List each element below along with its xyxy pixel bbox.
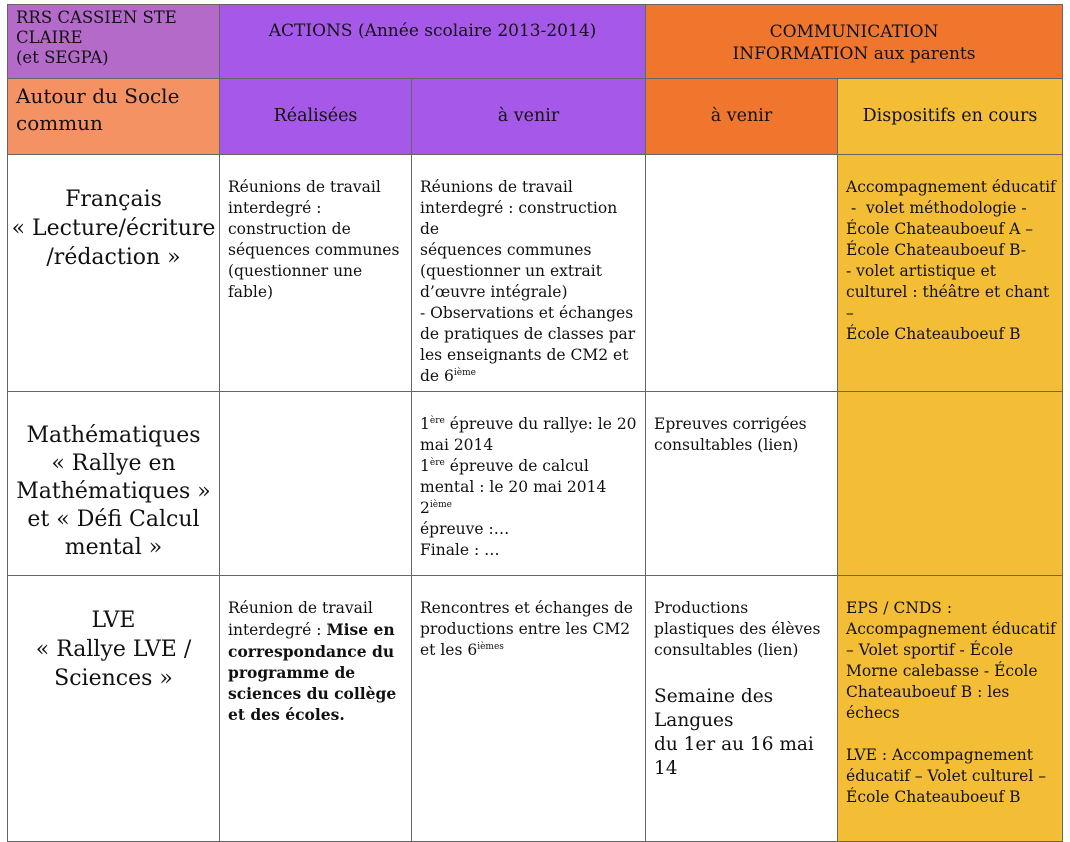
actions-header-label: ACTIONS (Année scolaire 2013-2014) (268, 21, 597, 41)
cell-line (228, 619, 405, 641)
subject-subtitle: « Lecture/écriture (11, 216, 216, 241)
cell-line: (questionner un extrait (420, 262, 602, 280)
cell-line (420, 640, 639, 661)
cell-line (420, 456, 639, 477)
cell-line: Réunions de travail (228, 178, 381, 196)
cell-line: épreuve :… (420, 520, 510, 538)
cell-line: École Chateauboeuf B (846, 788, 1021, 806)
cell-lve-dispositifs (838, 576, 1063, 842)
cell-francais-realisees (220, 155, 412, 392)
cell-lve-communication-a-venir (646, 576, 838, 842)
cell-text-bold: Mise en (326, 620, 395, 639)
rrs-title-cell (8, 5, 220, 79)
communication-header-label: INFORMATION aux parents (732, 44, 976, 64)
subject-title: Mathématiques (26, 423, 201, 448)
cell-line: consultables (lien) (654, 641, 799, 659)
socle-header (8, 79, 220, 155)
cell-line: échecs (846, 704, 900, 722)
subject-cell-mathematiques (8, 392, 220, 576)
cell-line: Rencontres et échanges de (420, 599, 633, 617)
cell-line: - volet artistique et (846, 262, 996, 280)
cell-line: – Volet sportif - École (846, 641, 1014, 659)
column-header-label: Dispositifs en cours (862, 106, 1038, 126)
cell-text: interdegré : (228, 621, 327, 639)
column-header-label: Réalisées (273, 106, 358, 126)
cell-maths-realisees (220, 392, 412, 576)
cell-line: EPS / CNDS : (846, 599, 953, 617)
subject-subtitle: « Rallye en (51, 451, 176, 476)
table-row-lve (8, 576, 1063, 842)
column-header-realisees (220, 79, 412, 155)
actions-header (220, 5, 646, 79)
column-header-actions-a-venir (412, 79, 646, 155)
cell-line: École Chateauboeuf B- (846, 241, 1027, 259)
superscript: ère (429, 458, 445, 468)
communication-header-label: COMMUNICATION (769, 22, 939, 42)
cell-line: productions entre les CM2 (420, 620, 631, 638)
cell-maths-a-venir (412, 392, 646, 576)
cell-maths-communication-a-venir (646, 392, 838, 576)
superscript: ièmes (477, 642, 504, 652)
rrs-title-line: (et SEGPA) (16, 48, 109, 67)
cell-francais-a-venir (412, 155, 646, 392)
cell-line: Langues (654, 710, 734, 731)
cell-francais-communication-a-venir (646, 155, 838, 392)
cell-line: Réunions de travail (420, 178, 573, 196)
cell-line: Morne calebasse - École (846, 662, 1038, 680)
cell-text: de 6 (420, 367, 454, 385)
subject-cell-francais (8, 155, 220, 392)
column-header-communication-a-venir (646, 79, 838, 155)
cell-line: mental : le 20 mai 2014 (420, 478, 607, 496)
cell-line-bold: et des écoles. (228, 705, 345, 724)
cell-line: culturel : théâtre et chant – (846, 283, 1050, 322)
cell-lve-realisees (220, 576, 412, 842)
cell-line (420, 366, 639, 387)
cell-line: fable) (228, 283, 274, 301)
column-header-label: à venir (497, 106, 560, 126)
column-header-dispositifs (838, 79, 1063, 155)
subject-subtitle: mental » (64, 535, 163, 560)
cell-line: - Observations et échanges (420, 304, 634, 322)
superscript: ère (429, 416, 445, 426)
subject-subtitle: Mathématiques » (16, 479, 211, 504)
cell-text: 1 (420, 415, 430, 433)
table-row-francais (8, 155, 1063, 392)
cell-line: consultables (lien) (654, 436, 799, 454)
cell-line: Productions (654, 599, 749, 617)
cell-lve-a-venir (412, 576, 646, 842)
cell-line (420, 414, 639, 435)
cell-francais-dispositifs (838, 155, 1063, 392)
cell-text: 2 (420, 499, 430, 517)
cell-text: épreuve du rallye: le 20 (444, 415, 637, 433)
spacer (846, 724, 1056, 745)
cell-line: interdegré : construction de (420, 199, 618, 238)
cell-line (420, 498, 639, 519)
cell-line: plastiques des élèves (654, 620, 821, 638)
subject-subtitle: « Rallye LVE / (35, 637, 192, 662)
subject-title: Français (65, 187, 162, 212)
cell-line: (questionner une (228, 262, 363, 280)
cell-line: Accompagnement éducatif (846, 620, 1056, 638)
cell-line: LVE : Accompagnement (846, 746, 1033, 764)
subject-subtitle: et « Défi Calcul (27, 507, 200, 532)
superscript: ième (429, 500, 452, 510)
cell-line: d’œuvre intégrale) (420, 283, 568, 301)
cell-text: 1 (420, 457, 430, 475)
cell-line: interdegré : (228, 199, 322, 217)
superscript: ième (453, 368, 476, 378)
cell-line: Epreuves corrigées (654, 415, 807, 433)
cell-line-bold: sciences du collège (228, 684, 397, 703)
column-header-label: à venir (710, 106, 773, 126)
rrs-actions-table (7, 4, 1063, 842)
socle-header-label: Autour du Socle (16, 84, 180, 108)
cell-line: Réunion de travail (228, 599, 373, 617)
rrs-title-line: CLAIRE (16, 28, 83, 47)
cell-line: - volet méthodologie - (846, 199, 1027, 217)
socle-header-label: commun (16, 111, 103, 135)
cell-line: École Chateauboeuf A – (846, 220, 1034, 238)
cell-maths-dispositifs (838, 392, 1063, 576)
cell-line: construction de (228, 220, 351, 238)
cell-line: Chateauboeuf B : les (846, 683, 1010, 701)
rrs-title-line: RRS CASSIEN STE (16, 8, 177, 27)
communication-header (646, 5, 1063, 79)
cell-line: de pratiques de classes par (420, 325, 636, 343)
cell-line-bold: programme de (228, 663, 356, 682)
cell-line: du 1er au 16 mai (654, 734, 814, 755)
cell-line: Accompagnement éducatif (846, 178, 1056, 196)
language-week-block (654, 685, 831, 781)
cell-text: et les 6 (420, 641, 478, 659)
table-row-mathematiques (8, 392, 1063, 576)
subject-title: LVE (91, 608, 136, 633)
cell-line: séquences communes (228, 241, 400, 259)
cell-line: éducatif – Volet culturel – (846, 767, 1046, 785)
cell-line-bold: correspondance du (228, 642, 395, 661)
cell-text: épreuve de calcul (444, 457, 589, 475)
cell-line: mai 2014 (420, 436, 494, 454)
subject-subtitle: /rédaction » (46, 245, 181, 270)
cell-line: École Chateauboeuf B (846, 325, 1021, 343)
subject-cell-lve (8, 576, 220, 842)
cell-line: séquences communes (420, 241, 592, 259)
cell-line: Finale : … (420, 541, 500, 559)
cell-line: Semaine des (654, 686, 774, 707)
cell-line: les enseignants de CM2 et (420, 346, 629, 364)
subject-subtitle: Sciences » (54, 666, 173, 691)
cell-line: 14 (654, 758, 678, 779)
